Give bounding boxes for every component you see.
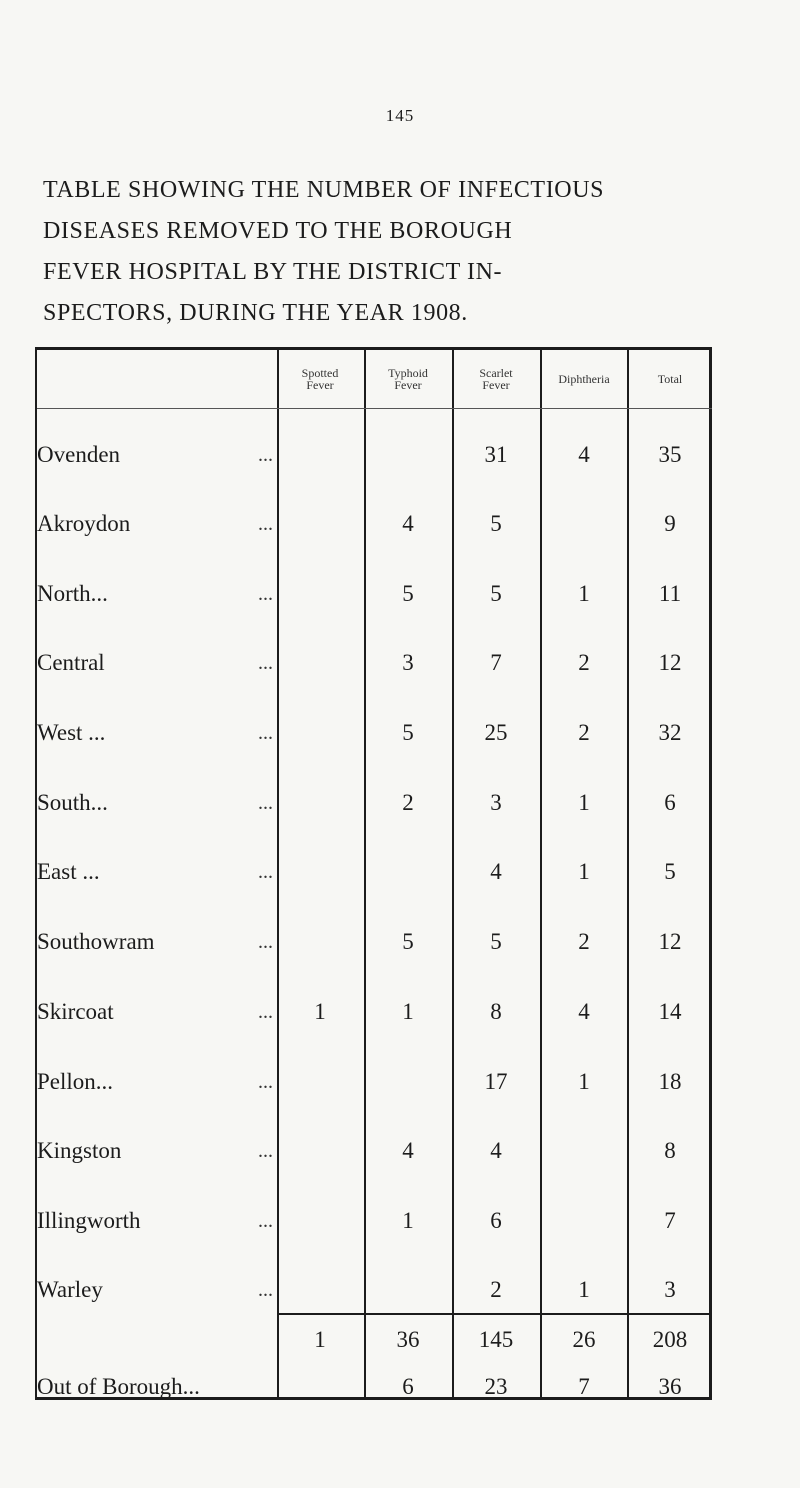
table-row [37, 1136, 709, 1186]
table-cell: 2 [578, 720, 590, 745]
table-cell: 8 [490, 999, 502, 1024]
table-row [37, 857, 709, 907]
table-row [37, 579, 709, 629]
table-cell: 4 [578, 999, 590, 1024]
table-cell: 12 [658, 650, 682, 675]
table-cell: 7 [664, 1208, 676, 1233]
infectious-diseases-table [35, 347, 712, 1400]
leader-dots: ... [258, 792, 273, 814]
table-row [37, 927, 709, 977]
column-header: Typhoid Fever [388, 366, 428, 392]
district-name: Central [37, 650, 105, 675]
table-cell: 5 [490, 581, 502, 606]
title-line: FEVER HOSPITAL BY THE DISTRICT IN- [43, 259, 503, 285]
leader-dots: ... [258, 652, 273, 674]
total-cell: 36 [396, 1327, 420, 1352]
table-cell: 9 [664, 511, 676, 536]
table-cell: 1 [578, 1277, 590, 1302]
table-cell: 1 [402, 1208, 414, 1233]
table-cell: 5 [402, 929, 414, 954]
leader-dots: ... [258, 1210, 273, 1232]
leader-dots: ... [258, 1279, 273, 1301]
table-row [37, 1206, 709, 1256]
district-name: South... [37, 790, 108, 815]
table-row [37, 997, 709, 1047]
table-cell: 35 [658, 442, 682, 467]
table-cell: 23 [484, 1374, 508, 1399]
column-header: Spotted Fever [301, 366, 339, 392]
table-cell: 32 [658, 720, 682, 745]
district-name: Akroydon [37, 511, 131, 536]
table-cell: 1 [578, 581, 590, 606]
table-cell: 12 [658, 929, 682, 954]
table-cell: 2 [490, 1277, 502, 1302]
district-name: Skircoat [37, 999, 114, 1024]
leader-dots: ... [258, 861, 273, 883]
table-cell: 5 [664, 859, 676, 884]
title-line: DISEASES REMOVED TO THE BOROUGH [43, 218, 513, 244]
table-cell: 8 [664, 1138, 676, 1163]
table-cell: 6 [490, 1208, 502, 1233]
table-cell: 1 [314, 999, 326, 1024]
table-cell: 7 [578, 1374, 590, 1399]
table-cell: 18 [658, 1069, 682, 1094]
table-cell: 25 [484, 720, 508, 745]
table-row [37, 788, 709, 838]
table-cell: 4 [490, 859, 502, 884]
district-name: West ... [37, 720, 106, 745]
total-cell: 1 [314, 1327, 326, 1352]
total-cell: 208 [652, 1327, 688, 1352]
district-name: Pellon... [37, 1069, 114, 1094]
table-row [37, 1067, 709, 1117]
table-cell: 5 [490, 511, 502, 536]
table-cell: 36 [658, 1374, 682, 1399]
table-cell: 1 [578, 859, 590, 884]
title-line: TABLE SHOWING THE NUMBER OF INFECTIOUS [43, 177, 605, 203]
table-row [37, 1275, 709, 1325]
table-row [37, 718, 709, 768]
district-name: East ... [37, 859, 100, 884]
table-cell: 2 [578, 650, 590, 675]
table-cell: 3 [490, 790, 502, 815]
district-name: North... [37, 581, 108, 606]
table-cell: 1 [578, 1069, 590, 1094]
table-cell: 5 [402, 720, 414, 745]
leader-dots: ... [258, 583, 273, 605]
district-name: Illingworth [37, 1208, 141, 1233]
table-title [43, 170, 763, 334]
district-name: Out of Borough... [37, 1374, 200, 1399]
table-row [37, 1372, 709, 1422]
total-cell: 145 [478, 1327, 514, 1352]
leader-dots: ... [258, 444, 273, 466]
table-cell: 7 [490, 650, 502, 675]
table-cell: 5 [490, 929, 502, 954]
leader-dots: ... [258, 513, 273, 535]
page-number: 145 [385, 106, 415, 125]
header-rule [37, 408, 712, 409]
district-name: Kingston [37, 1138, 122, 1163]
leader-dots: ... [258, 1071, 273, 1093]
total-cell: 26 [572, 1327, 596, 1352]
table-cell: 14 [658, 999, 682, 1024]
table-row [37, 440, 709, 490]
table-cell: 3 [402, 650, 414, 675]
leader-dots: ... [258, 1001, 273, 1023]
leader-dots: ... [258, 722, 273, 744]
table-cell: 2 [402, 790, 414, 815]
district-name: Ovenden [37, 442, 121, 467]
table-cell: 4 [490, 1138, 502, 1163]
table-row [37, 509, 709, 559]
column-header: Scarlet Fever [479, 366, 513, 392]
column-header: Total [657, 372, 683, 386]
leader-dots: ... [258, 1140, 273, 1162]
district-name: Warley [37, 1277, 103, 1302]
table-cell: 6 [664, 790, 676, 815]
table-cell: 17 [484, 1069, 508, 1094]
table-cell: 4 [578, 442, 590, 467]
table-cell: 3 [664, 1277, 676, 1302]
table-cell: 11 [658, 581, 682, 606]
table-cell: 1 [578, 790, 590, 815]
table-cell: 5 [402, 581, 414, 606]
leader-dots: ... [258, 931, 273, 953]
table-cell: 31 [484, 442, 508, 467]
table-cell: 2 [578, 929, 590, 954]
table-cell: 4 [402, 1138, 414, 1163]
table-cell: 6 [402, 1374, 414, 1399]
title-line: SPECTORS, DURING THE YEAR 1908. [43, 300, 468, 326]
column-header: Diphtheria [558, 372, 610, 386]
table-row [37, 648, 709, 698]
table-cell: 4 [402, 511, 414, 536]
district-name: Southowram [37, 929, 155, 954]
table-cell: 1 [402, 999, 414, 1024]
